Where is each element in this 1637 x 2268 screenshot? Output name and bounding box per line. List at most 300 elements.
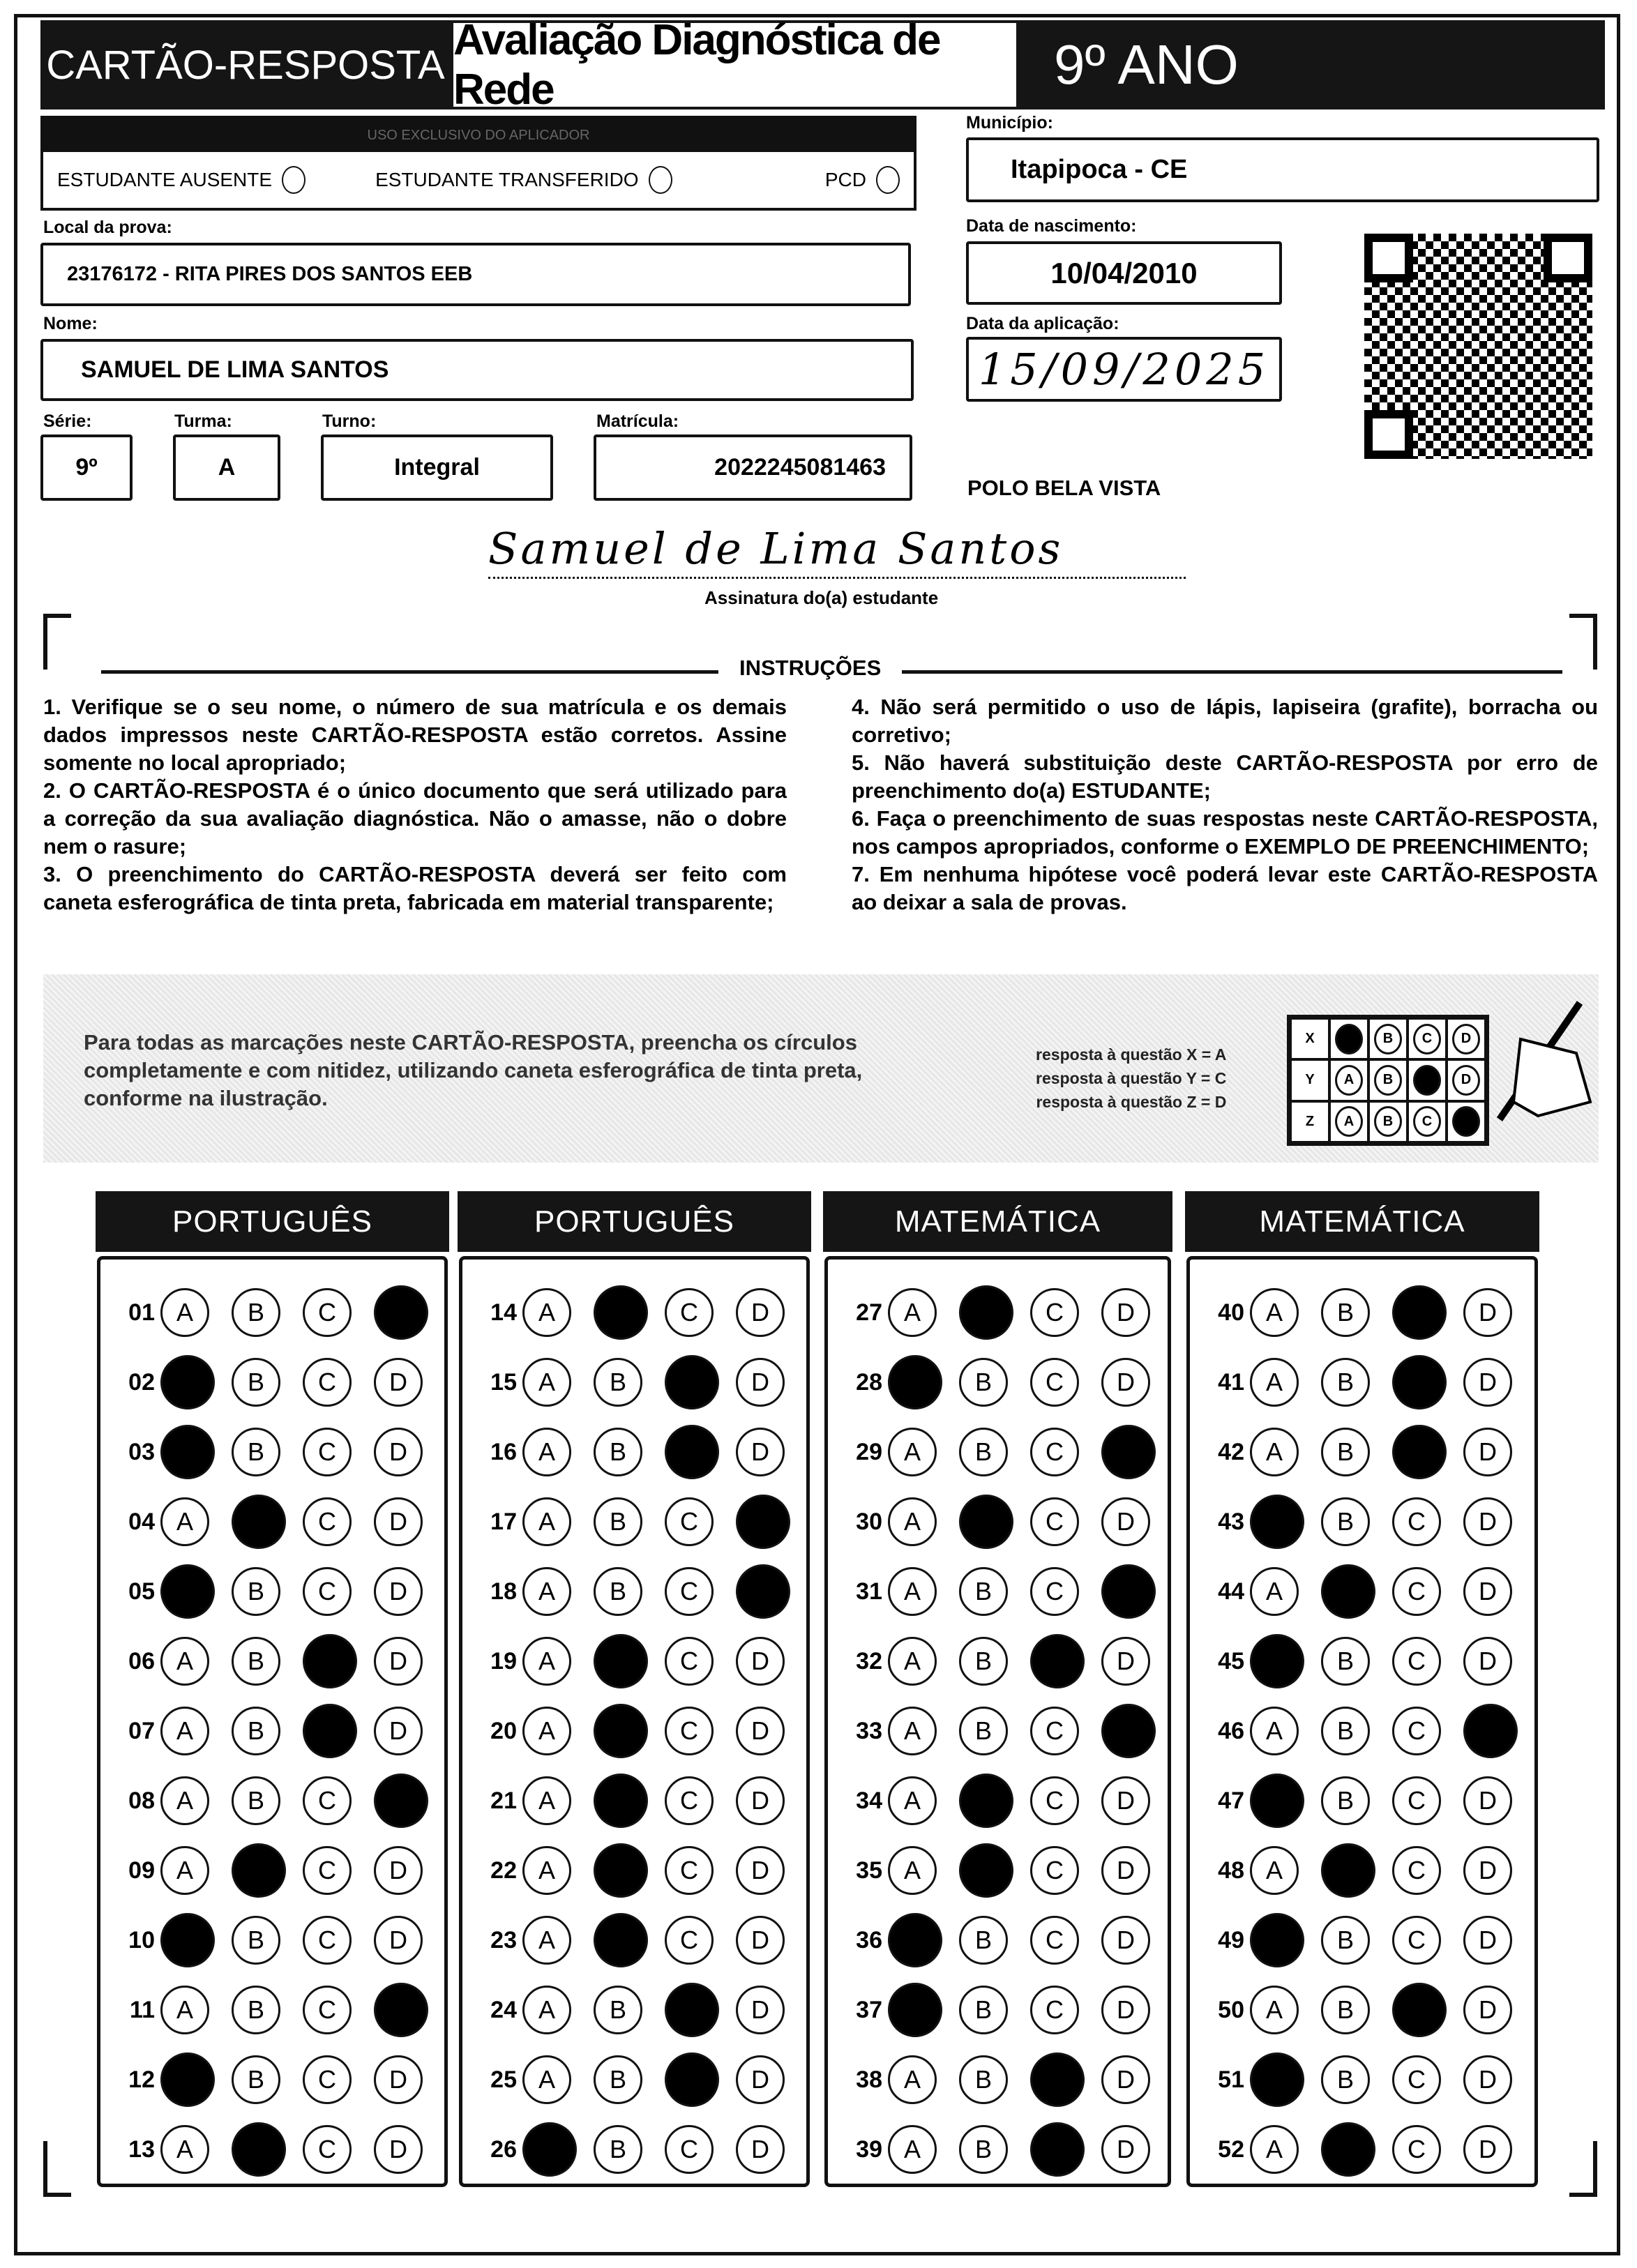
filled-bubble-c[interactable] [1030,2122,1085,2177]
bubble-b[interactable]: B [959,2125,1008,2174]
example-bubble: A [1335,1065,1363,1096]
filled-bubble-d[interactable] [1101,1425,1156,1479]
bubble-d[interactable]: D [1463,1637,1512,1686]
serie-label: Série: [43,411,92,431]
bubble-a[interactable]: A [1250,1707,1299,1755]
filled-bubble-b[interactable] [594,1634,648,1688]
bubble-a[interactable]: A [522,1916,571,1965]
answer-row [828,2052,1168,2108]
bubble-d[interactable]: D [736,1358,785,1407]
bubble-d[interactable]: D [736,2125,785,2174]
bubble-a[interactable]: A [1250,1428,1299,1476]
bubble-a[interactable]: A [522,1986,571,2034]
filled-bubble-a[interactable] [888,1355,942,1409]
answer-row [462,1773,806,1829]
example-filled-bubble [1413,1065,1441,1096]
question-number: 36 [856,1926,882,1953]
corner-mark [1569,2141,1597,2197]
example-cell [1408,1018,1447,1059]
answer-row [100,1703,444,1759]
bubble-b[interactable]: B [1321,1288,1370,1337]
bubble-b[interactable]: B [1321,1428,1370,1476]
bubble-a[interactable]: A [160,1776,209,1825]
filled-bubble-b[interactable] [232,2122,286,2177]
bubble-d[interactable]: D [1463,1358,1512,1407]
bubble-a[interactable]: A [888,1497,937,1546]
filled-bubble-b[interactable] [232,1843,286,1898]
question-number: 11 [130,1996,155,2023]
question-number: 01 [128,1299,155,1326]
example-bubble: D [1452,1065,1480,1096]
filled-bubble-c[interactable] [665,2052,719,2107]
bubble-a[interactable]: A [1250,1567,1299,1616]
filled-bubble-b[interactable] [594,1285,648,1340]
corner-mark [1569,614,1597,670]
bubble-c[interactable]: C [1030,1707,1079,1755]
bubble-d[interactable]: D [1463,2055,1512,2104]
bubble-a[interactable]: A [888,1637,937,1686]
question-number: 31 [856,1578,882,1605]
bubble-d[interactable]: D [374,1707,423,1755]
bubble-d[interactable]: D [1101,1288,1150,1337]
bubble-c[interactable]: C [665,1288,714,1337]
name-label: Nome: [43,314,98,333]
section-header: MATEMÁTICA [1185,1191,1539,1252]
filled-bubble-c[interactable] [665,1983,719,2037]
bubble-a[interactable]: A [522,1288,571,1337]
filled-bubble-a[interactable] [1250,1634,1304,1688]
filled-bubble-c[interactable] [303,1634,357,1688]
bubble-d[interactable]: D [736,1288,785,1337]
bubble-a[interactable]: A [1250,1288,1299,1337]
question-number: 21 [490,1787,517,1814]
filled-bubble-b[interactable] [594,1843,648,1898]
bubble-b[interactable]: B [959,1428,1008,1476]
bubble-b[interactable]: B [594,1428,642,1476]
answer-row [828,1773,1168,1829]
bubble-c[interactable]: C [1030,1916,1079,1965]
bubble-d[interactable]: D [374,1637,423,1686]
example-line: resposta à questão Y = C [1036,1069,1227,1087]
bubble-b[interactable]: B [959,1358,1008,1407]
bubble-d[interactable]: D [736,1637,785,1686]
bubble-c[interactable]: C [1030,1358,1079,1407]
example-cell [1329,1059,1368,1101]
grade-label: 9º ANO [1019,20,1605,109]
filled-bubble-b[interactable] [594,1774,648,1828]
bubble-c[interactable]: C [1030,1497,1079,1546]
example-cell [1408,1059,1447,1101]
bubble-c[interactable]: C [665,2125,714,2174]
answer-row [1190,1982,1534,2038]
answer-row [100,1494,444,1550]
answer-grid [824,1256,1171,2187]
question-number: 08 [128,1787,155,1814]
example-filled-bubble [1335,1024,1363,1054]
filled-bubble-a[interactable] [160,1425,215,1479]
filled-bubble-b[interactable] [959,1285,1013,1340]
bubble-d[interactable]: D [1463,1776,1512,1825]
filled-bubble-a[interactable] [160,1355,215,1409]
bubble-c[interactable]: C [1030,1846,1079,1895]
applicator-bar: USO EXCLUSIVO DO APLICADOR [43,119,914,152]
bubble-d[interactable]: D [736,2055,785,2104]
bubble-c[interactable]: C [1392,1567,1441,1616]
filled-bubble-d[interactable] [736,1495,790,1549]
filled-bubble-c[interactable] [665,1425,719,1479]
filled-bubble-d[interactable] [374,1983,428,2037]
bubble-a[interactable]: A [522,1358,571,1407]
example-cell [1368,1018,1408,1059]
answer-row [100,1773,444,1829]
bubble-a[interactable]: A [888,1776,937,1825]
bubble-a[interactable]: A [522,1428,571,1476]
bubble-a[interactable]: A [522,1497,571,1546]
bubble-b[interactable]: B [594,1358,642,1407]
filled-bubble-c[interactable] [1030,1634,1085,1688]
bubble-d[interactable]: D [1101,1637,1150,1686]
bubble-c[interactable]: C [303,1497,352,1546]
answer-row [828,1354,1168,1410]
bubble-d[interactable]: D [1101,1497,1150,1546]
bubble-b[interactable]: B [594,1986,642,2034]
bubble-d[interactable]: D [736,1707,785,1755]
example-cell [1329,1018,1368,1059]
bubble-b[interactable]: B [1321,2055,1370,2104]
answer-row [462,2052,806,2108]
answer-row [1190,2122,1534,2177]
bubble-a[interactable]: A [160,1288,209,1337]
bubble-b[interactable]: B [232,1428,280,1476]
bubble-b[interactable]: B [232,2055,280,2104]
question-number: 34 [856,1787,882,1814]
bubble-c[interactable]: C [1030,1567,1079,1616]
bubble-b[interactable]: B [1321,1986,1370,2034]
instructions-right [852,693,1598,916]
bubble-c[interactable]: C [1392,2125,1441,2174]
bubble-b[interactable]: B [594,1497,642,1546]
answer-row [1190,1354,1534,1410]
answer-row [828,1285,1168,1340]
filled-bubble-d[interactable] [1101,1564,1156,1619]
application-date-value: 15/09/2025 [978,344,1270,395]
bubble-b[interactable]: B [1321,1358,1370,1407]
answer-row [100,1912,444,1968]
filled-bubble-d[interactable] [1101,1704,1156,1758]
bubble-b[interactable]: B [594,2125,642,2174]
filled-bubble-c[interactable] [1392,1285,1447,1340]
filled-bubble-a[interactable] [1250,1913,1304,1967]
answer-row [828,1703,1168,1759]
bubble-c[interactable]: C [303,1986,352,2034]
question-number: 27 [856,1299,882,1326]
filled-bubble-a[interactable] [522,2122,577,2177]
pcd-bubble[interactable] [876,166,900,194]
bubble-a[interactable]: A [1250,1986,1299,2034]
instruction-item: 4. Não será permitido o uso de lápis, lapiseira (grafite), borracha ou corretivo; [852,695,1598,747]
bubble-c[interactable]: C [665,1916,714,1965]
bubble-b[interactable]: B [232,1288,280,1337]
bubble-d[interactable]: D [1463,1846,1512,1895]
bubble-a[interactable]: A [160,1846,209,1895]
bubble-b[interactable]: B [232,1986,280,2034]
bubble-b[interactable]: B [1321,1916,1370,1965]
bubble-a[interactable]: A [160,1707,209,1755]
bubble-d[interactable]: D [736,1776,785,1825]
bubble-c[interactable]: C [1030,1428,1079,1476]
bubble-a[interactable]: A [160,1497,209,1546]
bubble-d[interactable]: D [1101,2055,1150,2104]
filled-bubble-a[interactable] [1250,1774,1304,1828]
bubble-d[interactable]: D [1101,1986,1150,2034]
bubble-a[interactable]: A [160,1986,209,2034]
bubble-a[interactable]: A [522,2055,571,2104]
filled-bubble-a[interactable] [160,1913,215,1967]
bubble-a[interactable]: A [1250,1846,1299,1895]
bubble-c[interactable]: C [665,1497,714,1546]
answer-row [100,1982,444,2038]
filled-bubble-a[interactable] [888,1913,942,1967]
bubble-a[interactable]: A [522,1567,571,1616]
filled-bubble-c[interactable] [1392,1983,1447,2037]
filled-bubble-b[interactable] [1321,1564,1375,1619]
filled-bubble-b[interactable] [959,1495,1013,1549]
bubble-c[interactable]: C [665,1707,714,1755]
bubble-d[interactable]: D [374,1846,423,1895]
answer-row [828,1564,1168,1619]
answer-row [462,1982,806,2038]
bubble-d[interactable]: D [736,1846,785,1895]
turno-value: Integral [394,454,480,481]
bubble-c[interactable]: C [1030,1986,1079,2034]
section-header: MATEMÁTICA [823,1191,1172,1252]
applicator-box [40,116,916,211]
bubble-c[interactable]: C [1030,1288,1079,1337]
example-cell [1368,1101,1408,1142]
bubble-c[interactable]: C [303,1916,352,1965]
answer-row [100,1354,444,1410]
answer-row [462,1494,806,1550]
filled-bubble-b[interactable] [594,1913,648,1967]
bubble-c[interactable]: C [303,1358,352,1407]
absent-bubble[interactable] [282,166,305,194]
filled-bubble-c[interactable] [665,1355,719,1409]
question-number: 18 [490,1578,517,1605]
transferred-label: ESTUDANTE TRANSFERIDO [375,169,639,190]
answer-row [100,2122,444,2177]
answer-row [462,1703,806,1759]
bubble-d[interactable]: D [1101,1776,1150,1825]
answer-grid [1186,1256,1538,2187]
bubble-c[interactable]: C [665,1776,714,1825]
bubble-d[interactable]: D [1463,1567,1512,1616]
filled-bubble-c[interactable] [1392,1355,1447,1409]
bubble-b[interactable]: B [1321,1637,1370,1686]
example-question-label: Z [1290,1101,1329,1142]
bubble-c[interactable]: C [303,1567,352,1616]
bubble-d[interactable]: D [1463,1986,1512,2034]
bubble-a[interactable]: A [160,2125,209,2174]
filled-bubble-a[interactable] [888,1983,942,2037]
bubble-c[interactable]: C [1030,1776,1079,1825]
question-number: 46 [1218,1717,1244,1744]
filled-bubble-b[interactable] [959,1774,1013,1828]
bubble-b[interactable]: B [232,1776,280,1825]
filled-bubble-a[interactable] [1250,1495,1304,1549]
bubble-d[interactable]: D [374,2125,423,2174]
example-bubble: B [1374,1024,1402,1054]
bubble-d[interactable]: D [374,2055,423,2104]
bubble-b[interactable]: B [959,1567,1008,1616]
bubble-c[interactable]: C [1392,2055,1441,2104]
bubble-c[interactable]: C [1392,1707,1441,1755]
page-title: Avaliação Diagnóstica de Rede [451,20,1019,109]
bubble-d[interactable]: D [374,1428,423,1476]
bubble-c[interactable]: C [1392,1916,1441,1965]
question-number: 48 [1218,1857,1244,1884]
bubble-d[interactable]: D [736,1916,785,1965]
bubble-a[interactable]: A [1250,2125,1299,2174]
bubble-c[interactable]: C [1392,1497,1441,1546]
birthdate-label: Data de nascimento: [966,216,1137,236]
local-value: 23176172 - RITA PIRES DOS SANTOS EEB [67,263,473,285]
bubble-c[interactable]: C [303,1288,352,1337]
bubble-d[interactable]: D [1463,1497,1512,1546]
bubble-a[interactable]: A [160,1637,209,1686]
filled-bubble-d[interactable] [1463,1704,1518,1758]
bubble-b[interactable]: B [232,1358,280,1407]
question-number: 44 [1218,1578,1244,1605]
filled-bubble-d[interactable] [736,1564,790,1619]
bubble-b[interactable]: B [959,1916,1008,1965]
bubble-a[interactable]: A [1250,1358,1299,1407]
filled-bubble-b[interactable] [232,1495,286,1549]
bubble-c[interactable]: C [303,1428,352,1476]
bubble-b[interactable]: B [1321,1776,1370,1825]
bubble-b[interactable]: B [594,2055,642,2104]
answer-row [828,1843,1168,1898]
bubble-d[interactable]: D [1463,2125,1512,2174]
turma-label: Turma: [174,411,232,431]
filled-bubble-c[interactable] [1030,2052,1085,2107]
question-number: 37 [856,1996,882,2023]
municipio-label: Município: [966,113,1053,133]
question-number: 35 [856,1857,882,1884]
instructions-title: INSTRUÇÕES [718,656,902,681]
corner-mark [43,614,71,670]
bubble-d[interactable]: D [1463,1428,1512,1476]
answer-row [100,1564,444,1619]
turno-label: Turno: [322,411,377,431]
bubble-b[interactable]: B [232,1637,280,1686]
bubble-c[interactable]: C [1392,1637,1441,1686]
bubble-d[interactable]: D [1101,1916,1150,1965]
answer-row [462,1354,806,1410]
answer-row [462,1633,806,1689]
bubble-c[interactable]: C [665,1846,714,1895]
example-cell [1408,1101,1447,1142]
bubble-c[interactable]: C [303,2125,352,2174]
instructions-left [43,693,787,916]
bubble-d[interactable]: D [374,1916,423,1965]
bubble-a[interactable]: A [888,2125,937,2174]
bubble-b[interactable]: B [232,1707,280,1755]
bubble-a[interactable]: A [888,2055,937,2104]
question-number: 02 [128,1368,155,1396]
bubble-a[interactable]: A [888,1707,937,1755]
bubble-c[interactable]: C [1392,1846,1441,1895]
bubble-b[interactable]: B [594,1567,642,1616]
bubble-c[interactable]: C [1392,1776,1441,1825]
filled-bubble-c[interactable] [303,1704,357,1758]
bubble-a[interactable]: A [888,1567,937,1616]
bubble-d[interactable]: D [374,1497,423,1546]
bubble-b[interactable]: B [1321,1497,1370,1546]
bubble-d[interactable]: D [736,1986,785,2034]
bubble-c[interactable]: C [303,1846,352,1895]
bubble-b[interactable]: B [232,1567,280,1616]
bubble-a[interactable]: A [888,1846,937,1895]
bubble-d[interactable]: D [736,1428,785,1476]
bubble-c[interactable]: C [303,1776,352,1825]
bubble-b[interactable]: B [959,1986,1008,2034]
filled-bubble-b[interactable] [1321,2122,1375,2177]
answer-row [100,1843,444,1898]
example-question-label: X [1290,1018,1329,1059]
bubble-b[interactable]: B [959,1637,1008,1686]
bubble-a[interactable]: A [888,1288,937,1337]
question-number: 41 [1218,1368,1244,1396]
bubble-a[interactable]: A [522,1846,571,1895]
filled-bubble-a[interactable] [160,2052,215,2107]
bubble-c[interactable]: C [665,1567,714,1616]
answer-row [828,1424,1168,1480]
bubble-b[interactable]: B [959,2055,1008,2104]
answer-row [100,1424,444,1480]
bubble-c[interactable]: C [303,2055,352,2104]
question-number: 50 [1218,1996,1244,2023]
bubble-b[interactable]: B [1321,1707,1370,1755]
question-number: 06 [128,1647,155,1674]
filled-bubble-b[interactable] [594,1704,648,1758]
bubble-c[interactable]: C [665,1637,714,1686]
bubble-b[interactable]: B [232,1916,280,1965]
bubble-d[interactable]: D [1463,1916,1512,1965]
bubble-d[interactable]: D [1101,1846,1150,1895]
filled-bubble-b[interactable] [1321,1843,1375,1898]
filled-bubble-a[interactable] [160,1564,215,1619]
bubble-d[interactable]: D [374,1567,423,1616]
bubble-a[interactable]: A [522,1707,571,1755]
bubble-a[interactable]: A [522,1637,571,1686]
transferred-bubble[interactable] [649,166,672,194]
example-bubble: B [1374,1106,1402,1137]
answer-row [828,1494,1168,1550]
filled-bubble-b[interactable] [959,1843,1013,1898]
bubble-d[interactable]: D [1463,1288,1512,1337]
filled-bubble-a[interactable] [1250,2052,1304,2107]
filled-bubble-d[interactable] [374,1774,428,1828]
bubble-d[interactable]: D [374,1358,423,1407]
answer-row [1190,1773,1534,1829]
filled-bubble-c[interactable] [1392,1425,1447,1479]
bubble-d[interactable]: D [1101,1358,1150,1407]
bubble-a[interactable]: A [522,1776,571,1825]
bubble-b[interactable]: B [959,1707,1008,1755]
filled-bubble-d[interactable] [374,1285,428,1340]
bubble-a[interactable]: A [888,1428,937,1476]
bubble-d[interactable]: D [1101,2125,1150,2174]
